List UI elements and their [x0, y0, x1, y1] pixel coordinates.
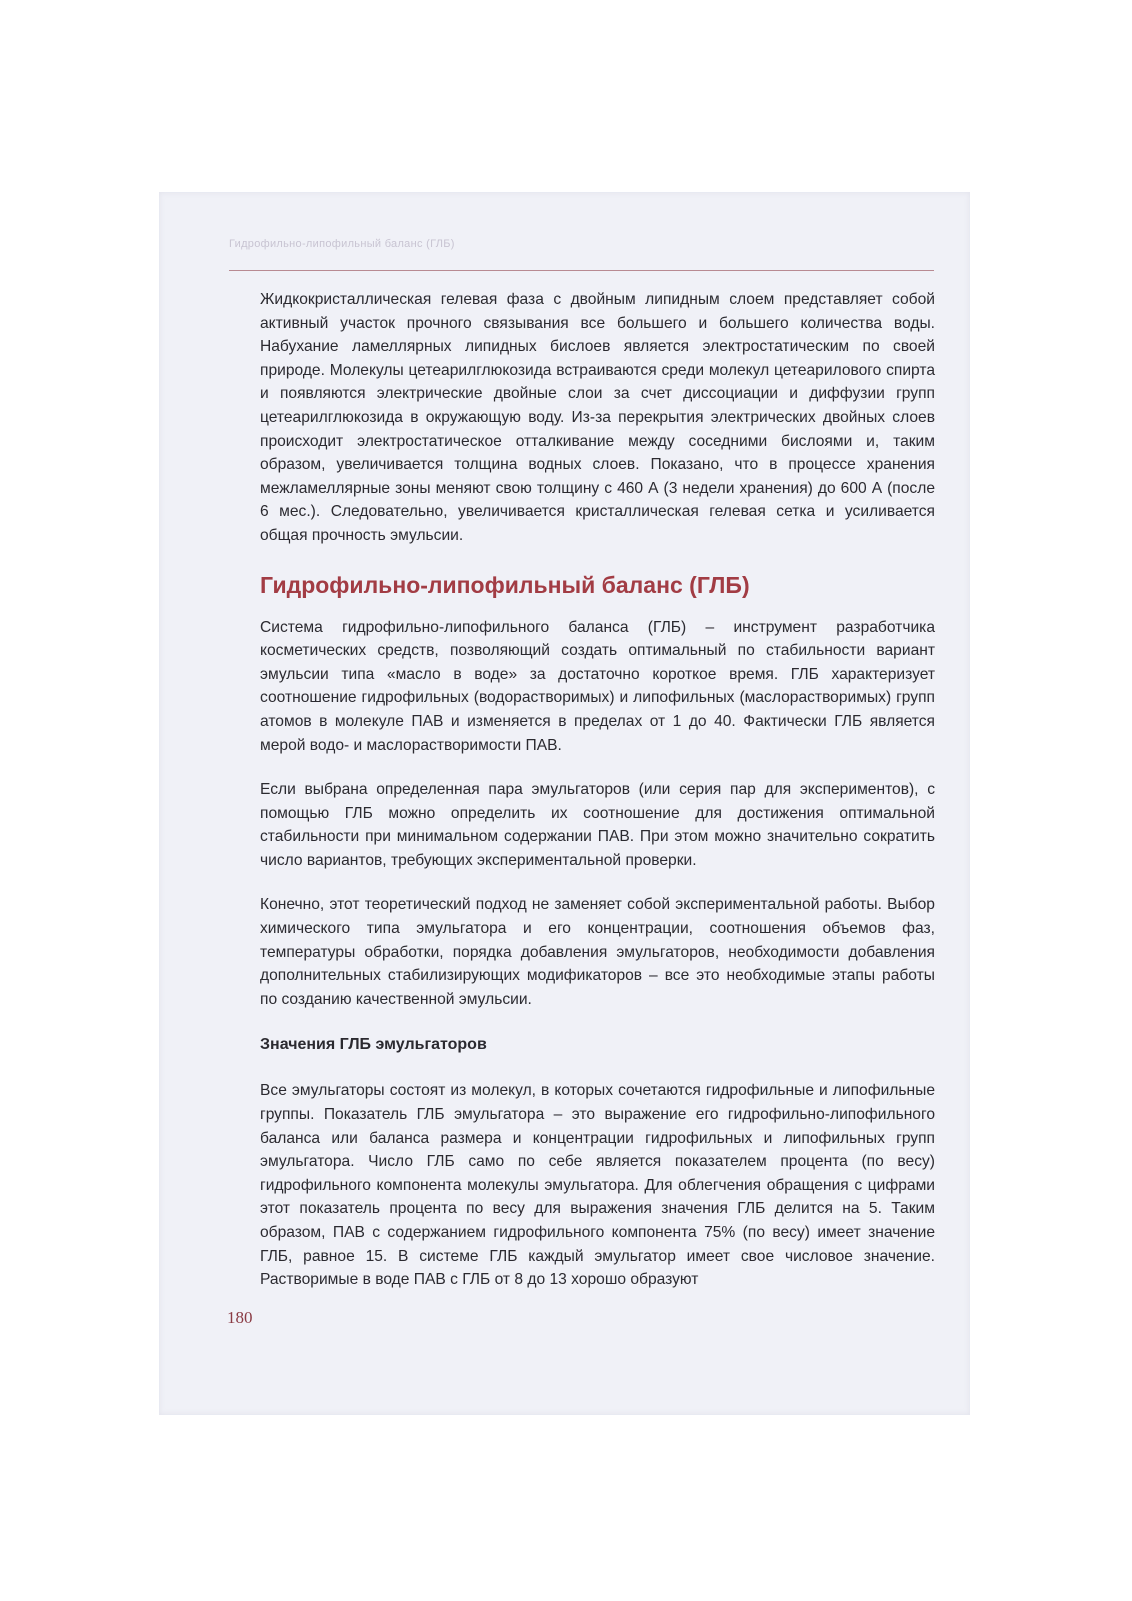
paragraph: Система гидрофильно-липофильного баланса (ГЛБ) – инструмент разработчика косметических средств, позволяющий создать оптимальный по стабильности вариант эмульсии типа «масло в воде» за достаточно короткое время. ГЛБ характеризует соотношение гидрофильных (водорастворимых) и липофильных (маслорастворимых) групп атомов в молекуле ПАВ и изменяется в пределах от 1 до 40. Фактически ГЛБ является мерой водо- и маслорастворимости ПАВ. — [260, 618, 935, 754]
book-page — [159, 192, 970, 1415]
subsection-heading: Значения ГЛБ эмульгаторов — [260, 1036, 487, 1054]
paragraph: Если выбрана определенная пара эмульгаторов (или серия пар для экспериментов), с помощью ГЛБ можно определить их соотношение для достижения оптимальной стабильности при минимальном содержании ПАВ. При этом можно значительно сократить число вариантов, требующих экспериментальной проверки. — [260, 781, 935, 869]
spacer — [260, 1057, 935, 1079]
header-rule — [229, 270, 934, 271]
page-number: 180 — [227, 1308, 253, 1327]
running-head: Гидрофильно-липофильный баланс (ГЛБ) — [229, 238, 455, 250]
spacer — [260, 1011, 935, 1033]
paragraph: Конечно, этот теоретический подход не заменяет собой экспериментальной работы. Выбор химического типа эмульгатора и его концентрации, соотношения объемов фаз, температуры обработки, порядка добавления эмульгаторов, необходимости добавления дополнительных стабилизирующих модификаторов – все это необходимые этапы работы по созданию качественной эмульсии. — [260, 896, 935, 1008]
paragraph: Все эмульгаторы состоят из молекул, в которых сочетаются гидрофильные и липофильные группы. Показатель ГЛБ эмульгатора – это выражение его гидрофильно-липофильного баланса или баланса размера и концентрации гидрофильных и липофильных групп эмульгатора. Число ГЛБ само по себе является показателем процента (по весу) гидрофильного компонента молекулы эмульгатора. Для облегчения обращения с цифрами этот показатель процента по весу для выражения значения ГЛБ делится на 5. Таким образом, ПАВ с содержанием гидрофильного компонента 75% (по весу) имеет значение ГЛБ, равное 15. В системе ГЛБ каждый эмульгатор имеет свое числовое значение. Растворимые в воде ПАВ с ГЛБ от 8 до 13 хорошо образуют — [260, 1082, 935, 1289]
spacer — [260, 872, 935, 893]
spacer — [260, 602, 935, 616]
paragraph: Жидкокристаллическая гелевая фаза с двойным липидным слоем представляет собой активный участок прочного связывания все большего и большего количества воды. Набухание ламеллярных липидных бислоев является электростатическим по своей природе. Молекулы цетеарилглюкозида встраиваются среди молекул цетеарилового спирта и появляются электрические двойные слои за счет диссоциации и диффузии групп цетеарилглюкозида в окружающую воду. Из-за перекрытия электрических двойных слоев происходит электростатическое отталкивание между соседними бислоями и, таким образом, увеличивается толщина водных слоев. Показано, что в процессе хранения межламеллярные зоны меняют свою толщину с 460 А (3 недели хранения) до 600 А (после 6 мес.). Следовательно, увеличивается кристаллическая гелевая сетка и усиливается общая прочность эмульсии. — [260, 291, 935, 544]
spacer — [260, 757, 935, 778]
section-heading: Гидрофильно-липофильный баланс (ГЛБ) — [260, 571, 750, 598]
page-body — [260, 288, 935, 1292]
